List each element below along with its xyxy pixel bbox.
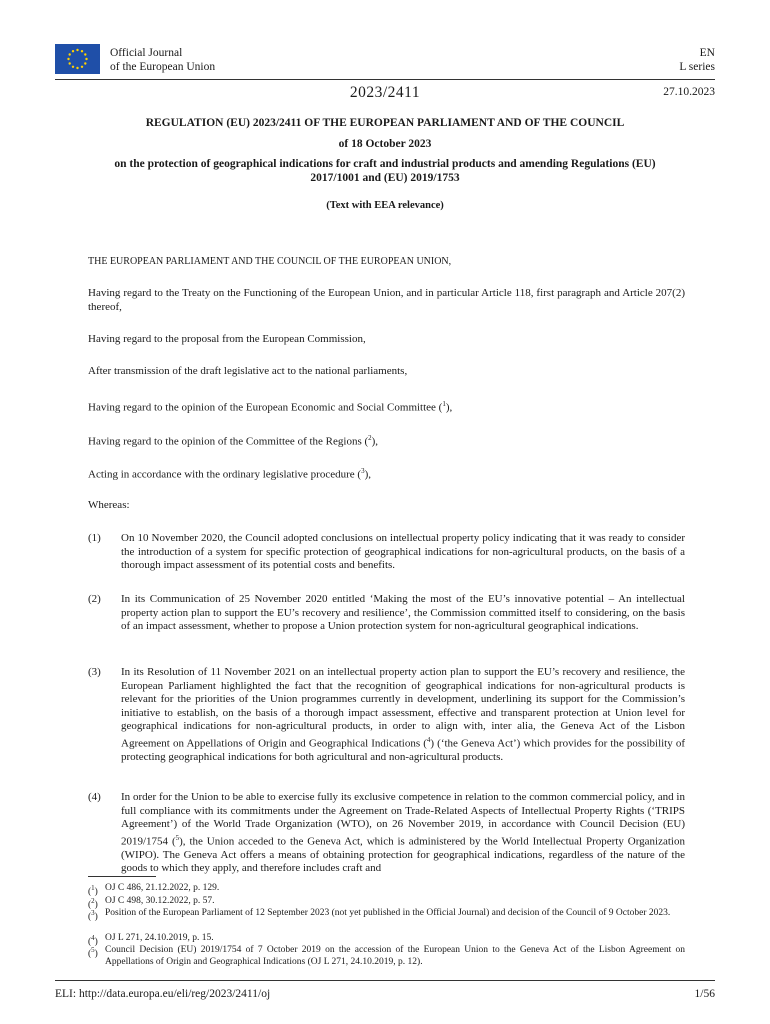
recital-number: (1) xyxy=(88,532,101,544)
preamble-cor-end: ), xyxy=(371,435,379,448)
footnote-text: OJ C 498, 30.12.2022, p. 57. xyxy=(105,896,215,906)
preamble-cor-text: Having regard to the opinion of the Committee of the Regions ( xyxy=(88,435,369,448)
preamble-eesc xyxy=(88,398,685,415)
recital-text-part: In order for the Union to be able to exercise fully its exclusive competence in relation to the common commercial policy, and in full compliance with its commitments under the Agreement on Trade-Related Aspects of Intellectual Property Rights (‘TRIPS Agreement’) of the World Trade Organization (WTO), on 26 November 2019, in accordance with Council Decision (EU) 2019/1754 ( xyxy=(121,791,685,848)
eu-flag-icon xyxy=(55,44,100,74)
language-series xyxy=(679,46,715,74)
recital-text-part: ), the Union acceded to the Geneva Act, which is administered by the World Intellectual Property Organization (WIPO). The Geneva Act offers a means of obtaining protection for geographical indications, regardless of the nature of the goods to which they apply, and therefore includes craft and xyxy=(121,835,685,875)
whereas-label: Whereas: xyxy=(88,499,130,511)
footnote-rule xyxy=(88,876,156,877)
language-code: EN xyxy=(699,47,715,59)
footnote-text: Position of the European Parliament of 12 September 2023 (not yet published in the Official Journal) and decision of the Council of 9 October 2023. xyxy=(105,908,671,918)
recital-text-part: ) (‘the Geneva Act’) which provides for the possibility of protecting geographical indications for both agricultural and non-agricultural products. xyxy=(121,737,686,763)
eli-link[interactable]: ELI: http://data.europa.eu/eli/reg/2023/2411/oj xyxy=(55,988,271,1000)
footnote-marker: ($^4$) xyxy=(88,934,98,948)
preamble-eesc-text: Having regard to the opinion of the European Economic and Social Committee ( xyxy=(88,401,443,414)
recital-text xyxy=(121,791,685,876)
regulation-subject: on the protection of geographical indications for craft and industrial products and amending Regulations (EU) 2017/1001 and (EU) 2019/1753 xyxy=(114,158,656,184)
footnote xyxy=(88,882,685,898)
preamble-eesc-end: ), xyxy=(445,401,453,414)
regulation-date: of 18 October 2023 xyxy=(338,138,432,150)
recital xyxy=(88,593,685,634)
footnote-text: OJ C 486, 21.12.2022, p. 129. xyxy=(105,883,220,893)
recital-number: (2) xyxy=(88,593,101,605)
recital xyxy=(88,532,685,573)
footnote-ref-5[interactable]: 5 xyxy=(175,833,180,842)
footnote-mark: 4 xyxy=(91,934,95,942)
preamble-procedure xyxy=(88,465,685,482)
footnote-marker: ($^3$) xyxy=(88,909,98,923)
footnote xyxy=(88,932,685,948)
footnote-ref-4[interactable]: 4 xyxy=(426,735,431,744)
eea-relevance: (Text with EEA relevance) xyxy=(326,200,444,211)
footnote-ref-1[interactable]: 1 xyxy=(442,400,446,408)
footnote xyxy=(88,907,685,923)
recital-number: (3) xyxy=(88,666,101,678)
preamble-cor xyxy=(88,432,685,449)
journal-line-1: Official Journal xyxy=(110,47,183,59)
preamble-treaty: Having regard to the Treaty on the Functioning of the European Union, and in particular Article 118, first paragraph and Article 207(2) thereof, xyxy=(88,287,685,313)
footnote-ref-3[interactable]: 3 xyxy=(361,467,365,475)
footnote-mark: 2 xyxy=(91,897,95,905)
footnote-marker: ($^5$) xyxy=(88,946,98,960)
footnote-mark: 1 xyxy=(91,884,95,892)
journal-line-2: of the European Union xyxy=(110,61,216,73)
footnote-text: Council Decision (EU) 2019/1754 of 7 October 2019 on the accession of the European Union to the Geneva Act of the Lisbon Agreement on Appellations of Origin and Geographical Indications (OJ L 271, 24.10.2019, p. 12). xyxy=(105,945,685,967)
regulation-title: REGULATION (EU) 2023/2411 OF THE EUROPEAN PARLIAMENT AND OF THE COUNCIL xyxy=(145,117,625,129)
series-label: L series xyxy=(679,61,715,73)
page-number: 1/56 xyxy=(694,988,715,1000)
footnote xyxy=(88,895,685,911)
footnote-marker: ($^1$) xyxy=(88,884,98,898)
recital-number: (4) xyxy=(88,791,101,803)
eu-flag-logo xyxy=(55,44,100,74)
preamble-transmission: After transmission of the draft legislative act to the national parliaments, xyxy=(88,365,408,377)
recital xyxy=(88,666,685,764)
footnote-mark: 5 xyxy=(91,946,95,954)
recital-text xyxy=(121,666,685,764)
document-number: 2023/2411 xyxy=(349,84,421,101)
preamble-proposal: Having regard to the proposal from the European Commission, xyxy=(88,333,366,345)
footer-rule xyxy=(55,980,715,981)
preamble-procedure-end: ), xyxy=(364,468,371,481)
publication-date: 27.10.2023 xyxy=(663,86,715,98)
footnote-marker: ($^2$) xyxy=(88,897,98,911)
footnote-ref-2[interactable]: 2 xyxy=(368,434,372,442)
preamble-procedure-text: Acting in accordance with the ordinary legislative procedure ( xyxy=(88,468,362,481)
recital xyxy=(88,791,685,876)
header-rule xyxy=(55,79,715,80)
recital-text: In its Communication of 25 November 2020 entitled ‘Making the most of the EU’s innovative potential – An intellectual property action plan to support the EU’s recovery and resilience’, the Commission committed itself to considering, on the basis of an impact assessment, whether to propose a Union protection system for non-agricultural geographical indications. xyxy=(121,593,685,632)
preamble-intro: THE EUROPEAN PARLIAMENT AND THE COUNCIL OF THE EUROPEAN UNION, xyxy=(88,256,452,267)
footnote xyxy=(88,944,685,968)
journal-name xyxy=(110,46,215,74)
footnote-text: OJ L 271, 24.10.2019, p. 15. xyxy=(105,933,214,943)
footnote-mark: 3 xyxy=(91,909,95,917)
recital-text: On 10 November 2020, the Council adopted conclusions on intellectual property policy indicating that it was ready to consider the introduction of a system for specific protection of geographical indications for non-agricultural products, on the basis of a thorough impact assessment of its potential costs and benefits. xyxy=(121,532,685,571)
recital-text-part: In its Resolution of 11 November 2021 on an intellectual property action plan to support the EU’s recovery and resilience, the European Parliament highlighted the fact that the recognition of geographical indications for non-agricultural products is relevant for the priorities of the Union programmes currently in development, underlining its support for the Commission’s initiative to establish, on the basis of a thorough impact assessment, effective and transparent protection at Union level for geographical indications for non-agricultural products, in order to align with, inter alia, the Geneva Act of the Lisbon Agreement on Appellations of Origin and Geographical Indications ( xyxy=(121,666,685,750)
